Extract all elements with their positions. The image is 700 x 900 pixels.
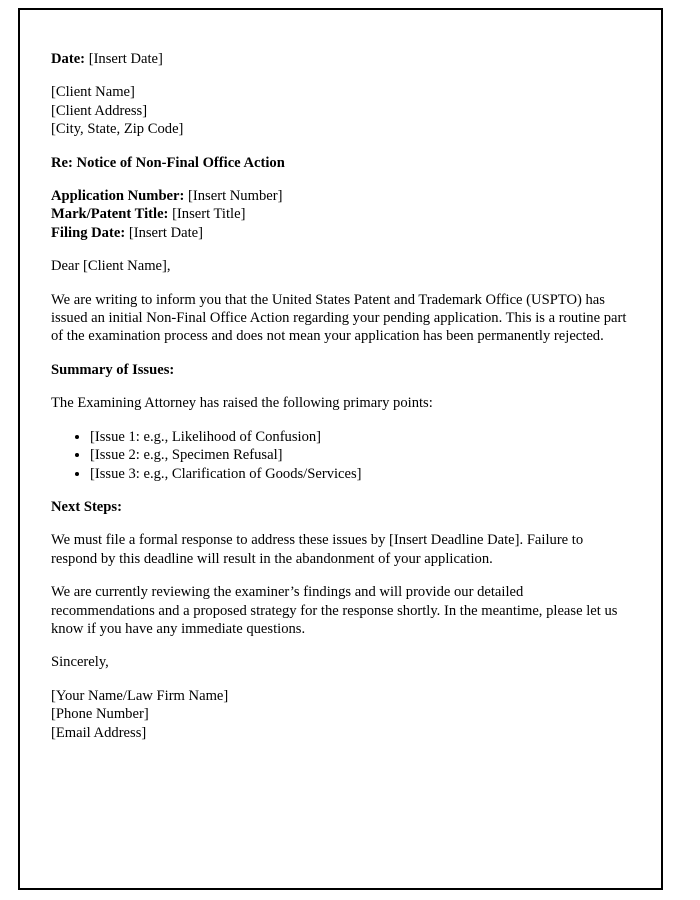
mark-patent-title-line: [51, 205, 630, 223]
date-label: Date:: [51, 51, 86, 67]
intro-paragraph: We are writing to inform you that the United States Patent and Trademark Office (USPTO) has issued an initial Non-Final Office Action regarding your pending application. This is a routine part of the examination process and does not mean your application has been permanently rejected.: [51, 291, 627, 345]
letter-document: [18, 8, 663, 890]
issues-list: [51, 428, 630, 483]
issue-item: • [Issue 1: e.g., Likelihood of Confusion]: [90, 428, 630, 446]
client-city-state-zip: [City, State, Zip Code]: [51, 121, 184, 138]
signature-name: [Your Name/Law Firm Name]: [51, 687, 229, 704]
application-number-label: Application Number:: [51, 188, 185, 205]
subject-line: Re: Notice of Non-Final Office Action: [51, 154, 285, 171]
application-fields-block: [51, 187, 630, 242]
filing-date-line: [51, 224, 630, 242]
summary-of-issues-heading: Summary of Issues:: [51, 361, 175, 378]
mark-patent-title-value: [Insert Title]: [172, 206, 246, 223]
closing: Sincerely,: [51, 654, 109, 671]
application-number-value: [Insert Number]: [188, 188, 283, 205]
client-address: [Client Address]: [51, 102, 148, 119]
deadline-paragraph: We must file a formal response to address these issues by [Insert Deadline Date]. Failure to respond by this deadline will result in the abandonment of your application.: [51, 532, 584, 567]
filing-date-value: [Insert Date]: [128, 224, 203, 241]
signature-email: [Email Address]: [51, 724, 147, 741]
client-name: [Client Name]: [51, 84, 135, 101]
filing-date-label: Filing Date:: [51, 224, 126, 241]
date-line: [51, 50, 630, 68]
next-steps-heading: Next Steps:: [51, 498, 122, 515]
summary-intro: The Examining Attorney has raised the following primary points:: [51, 395, 433, 412]
client-address-block: [51, 83, 630, 138]
issue-item: • [Issue 3: e.g., Clarification of Goods/Services]: [90, 465, 630, 483]
date-value: [Insert Date]: [88, 51, 163, 67]
review-paragraph: We are currently reviewing the examiner’s findings and will provide our detailed recommendations and a proposed strategy for the response shortly. In the meantime, please let us know if you have any immediate questions.: [51, 584, 618, 637]
issue-item: • [Issue 2: e.g., Specimen Refusal]: [90, 446, 630, 464]
signature-block: [51, 687, 630, 742]
application-number-line: [51, 187, 630, 205]
salutation: Dear [Client Name],: [51, 258, 171, 275]
mark-patent-title-label: Mark/Patent Title:: [51, 206, 169, 223]
signature-phone: [Phone Number]: [51, 706, 149, 723]
